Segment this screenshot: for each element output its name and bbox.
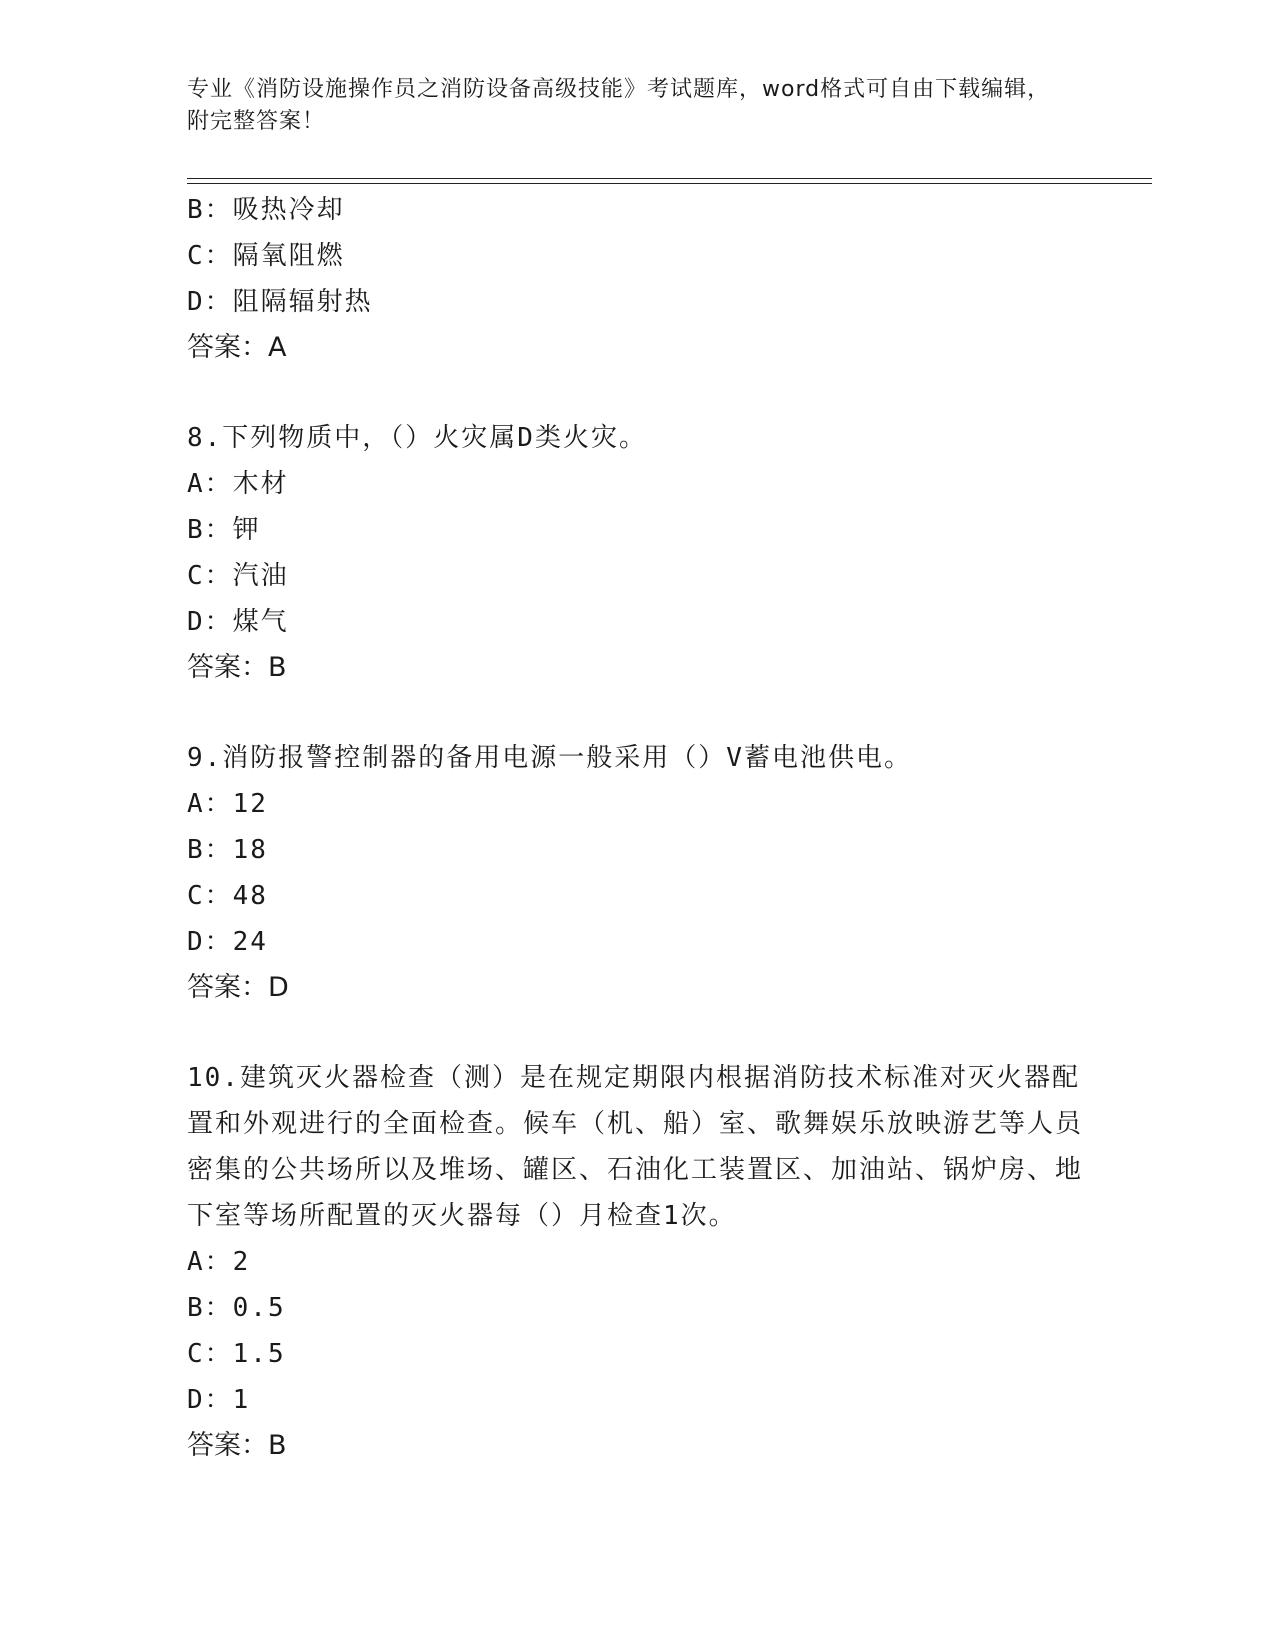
option-b: B：钾 [187, 515, 261, 545]
answer: 答案：B [187, 1430, 287, 1461]
header-rule-bottom [187, 183, 1152, 184]
answer: 答案：B [187, 652, 287, 683]
answer: 答案：A [187, 332, 287, 363]
header-rule-top [187, 178, 1152, 179]
option-c: C：1.5 [187, 1339, 286, 1369]
answer: 答案：D [187, 972, 289, 1003]
question-7-continued [187, 187, 1087, 371]
option-d: D：阻隔辐射热 [187, 287, 373, 317]
question-stem: 10.建筑灭火器检查（测）是在规定期限内根据消防技术标准对灭火器配置和外观进行的全面检查。候车（机、船）室、歌舞娱乐放映游艺等人员密集的公共场所以及堆场、罐区、石油化工装置区、加油站、锅炉房、地下室等场所配置的灭火器每（）月检查1次。 [187, 1063, 1084, 1231]
option-b: B：18 [187, 835, 268, 865]
option-b: B：吸热冷却 [187, 195, 345, 225]
option-b: B：0.5 [187, 1293, 286, 1323]
option-c: C：隔氧阻燃 [187, 241, 345, 271]
document-header: 专业《消防设施操作员之消防设备高级技能》考试题库，word格式可自由下载编辑，附完整答案！ [187, 77, 1051, 134]
option-c: C：汽油 [187, 561, 289, 591]
question-stem: 8.下列物质中，（）火灾属D类火灾。 [187, 423, 647, 453]
option-d: D：1 [187, 1385, 251, 1415]
option-a: A：木材 [187, 469, 289, 499]
question-8 [187, 415, 1087, 691]
option-a: A：2 [187, 1247, 251, 1277]
question-9 [187, 735, 1087, 1011]
question-stem: 9.消防报警控制器的备用电源一般采用（）V蓄电池供电。 [187, 743, 912, 773]
option-a: A：12 [187, 789, 268, 819]
option-c: C：48 [187, 881, 268, 911]
question-10 [187, 1055, 1087, 1469]
option-d: D：煤气 [187, 607, 289, 637]
option-d: D：24 [187, 927, 268, 957]
question-list [187, 187, 1087, 1469]
